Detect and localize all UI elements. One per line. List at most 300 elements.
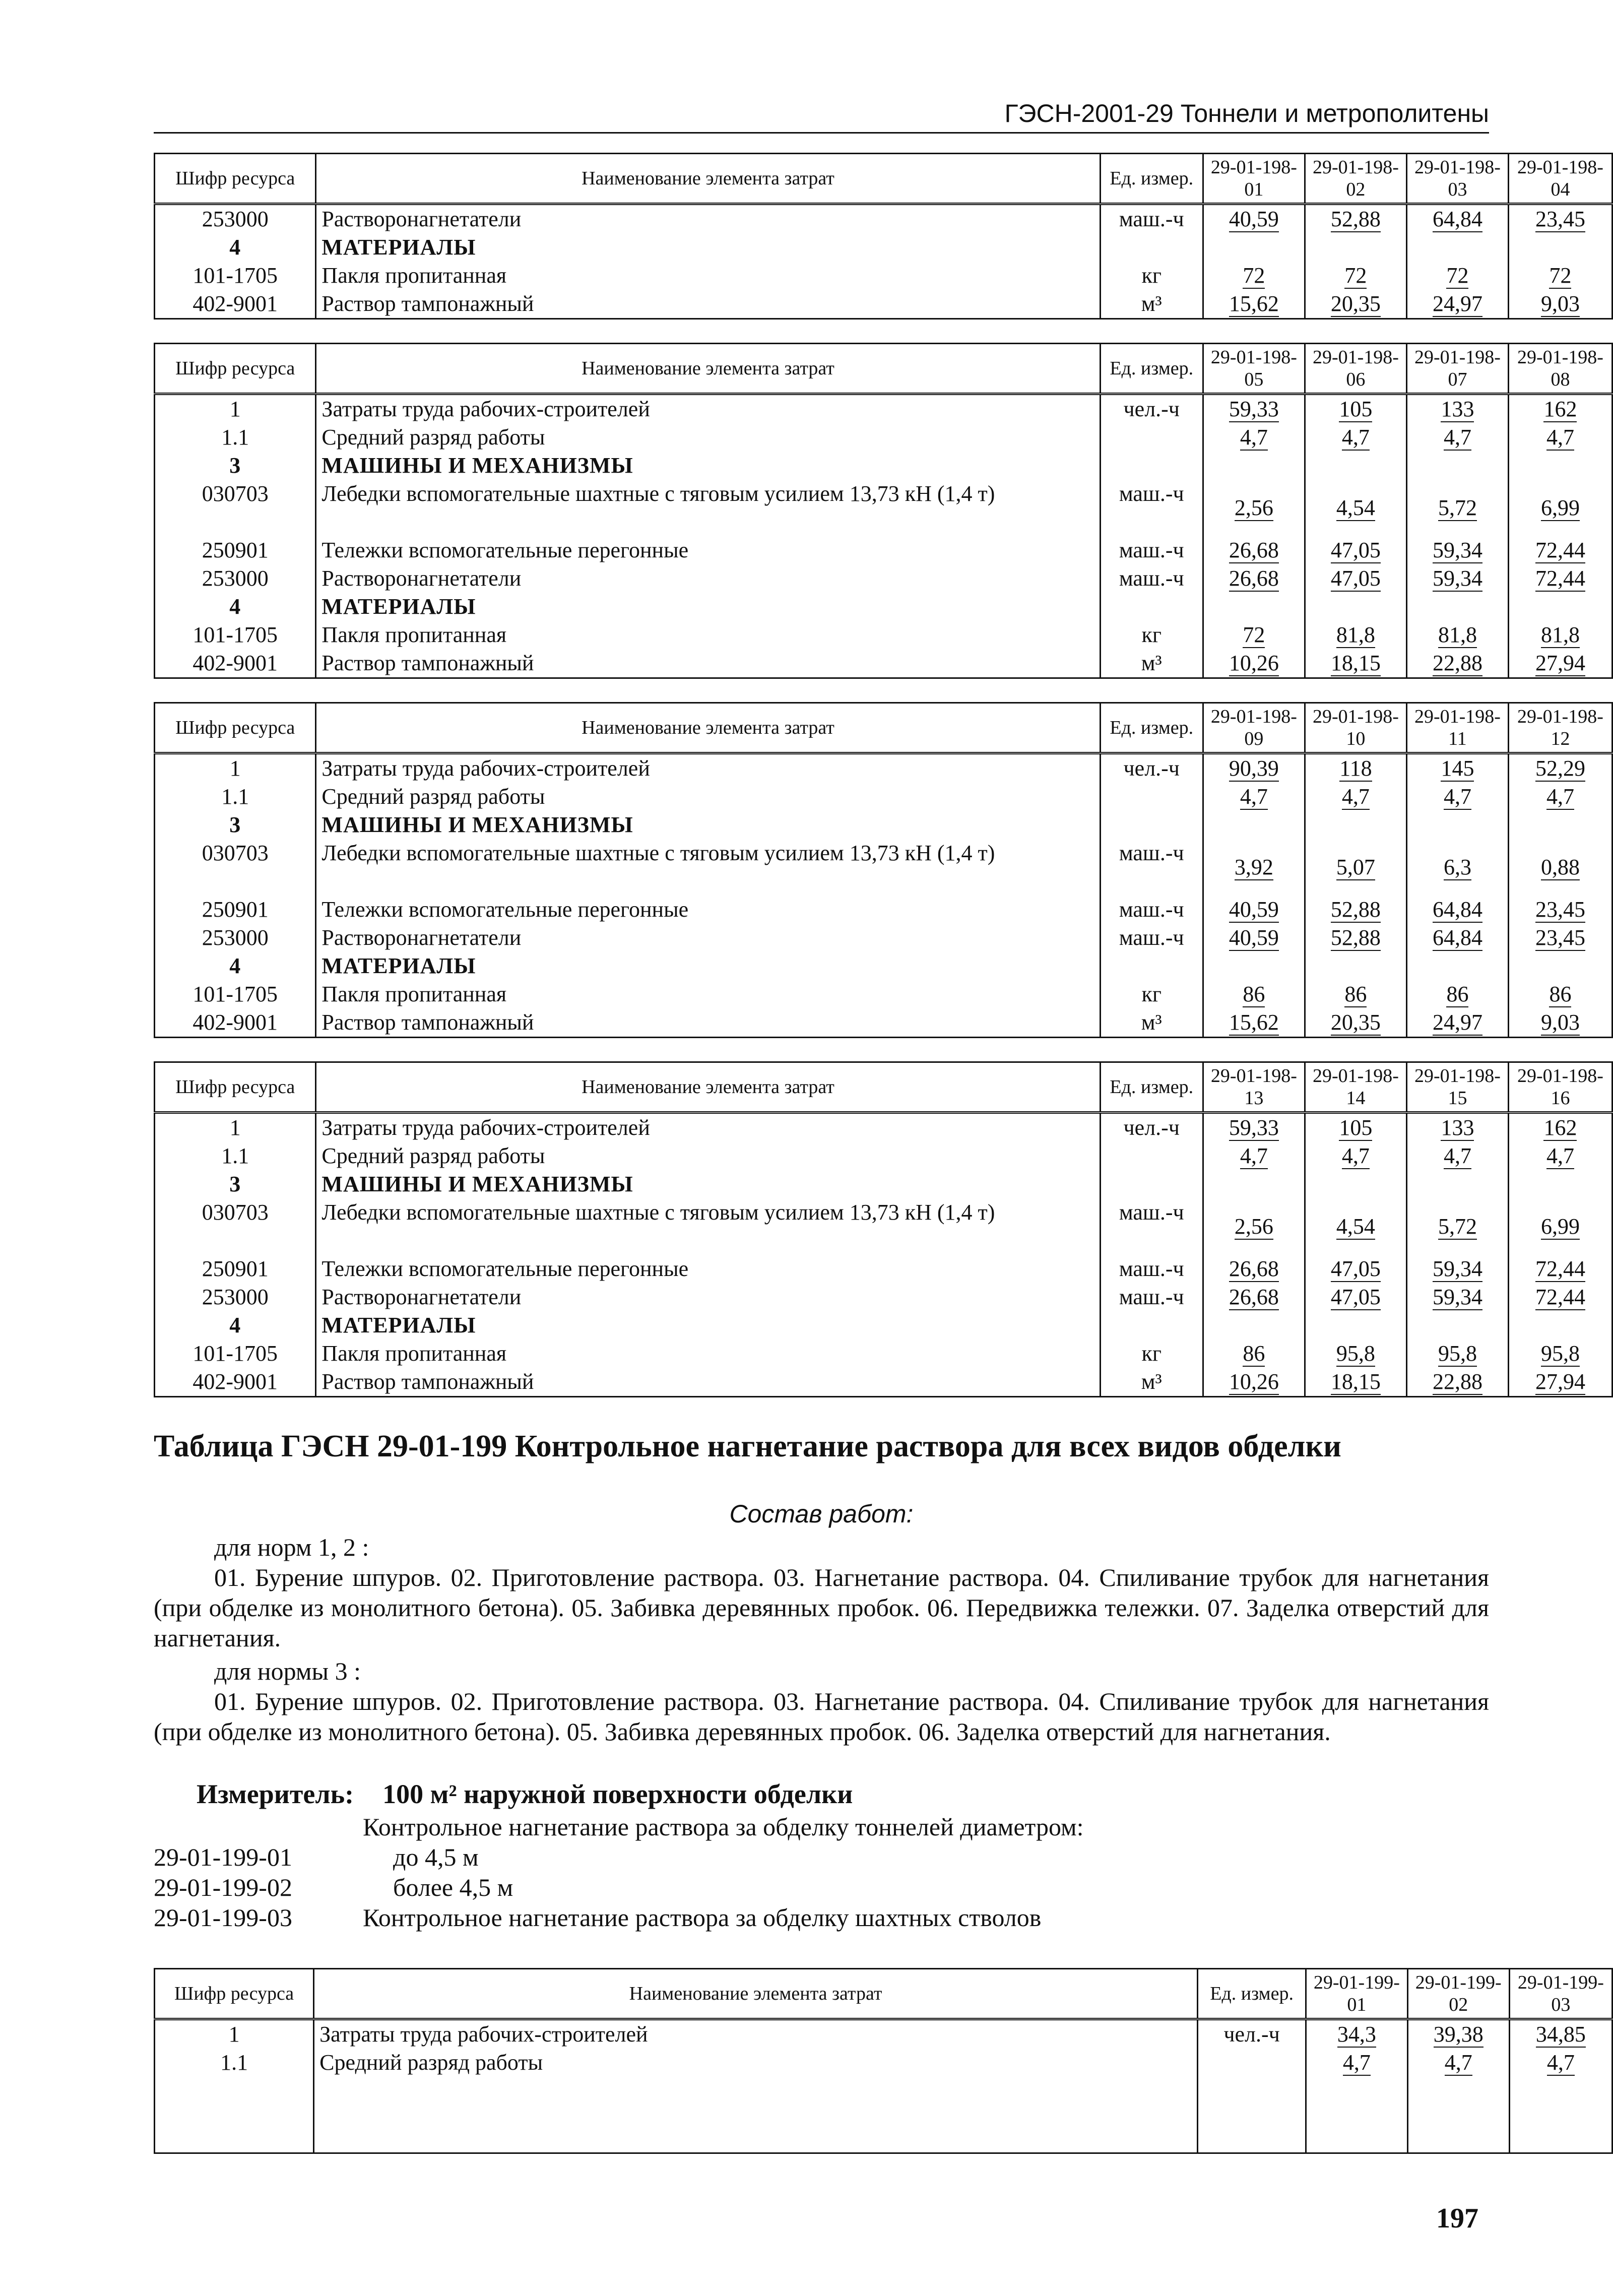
value-cell: 0,88 xyxy=(1508,839,1612,896)
unit: маш.-ч xyxy=(1100,1283,1203,1311)
unit: маш.-ч xyxy=(1100,924,1203,952)
value-cell: 2,56 xyxy=(1203,480,1305,536)
value-cell: 39,38 xyxy=(1407,2019,1509,2049)
resource-code: 3 xyxy=(155,452,316,480)
col-header-unit: Ед. измер. xyxy=(1100,703,1203,753)
value-cell: 4,54 xyxy=(1305,480,1406,536)
resource-name: Средний разряд работы xyxy=(316,423,1100,452)
resource-name: Лебедки вспомогательные шахтные с тяговым усилием 13,73 кН (1,4 т) xyxy=(316,839,1100,896)
value-cell: 18,15 xyxy=(1305,649,1406,678)
value-cell: 22,88 xyxy=(1406,1368,1508,1397)
value-cell: 26,68 xyxy=(1203,1283,1305,1311)
unit: маш.-ч xyxy=(1100,1255,1203,1283)
resource-code: 101-1705 xyxy=(155,980,316,1008)
value-cell: 5,72 xyxy=(1406,1198,1508,1255)
resource-code: 250901 xyxy=(155,1255,316,1283)
table-row xyxy=(155,1368,1612,1397)
value-cell: 4,7 xyxy=(1406,423,1508,452)
col-header-norm: 29-01-198-01 xyxy=(1203,154,1305,204)
table-row xyxy=(155,896,1612,924)
resource-code: 1 xyxy=(155,394,316,424)
resource-name: Растворонагнетатели xyxy=(316,564,1100,593)
table-row xyxy=(155,394,1612,424)
value-cell: 72,44 xyxy=(1508,536,1612,564)
unit: маш.-ч xyxy=(1100,564,1203,593)
value-cell xyxy=(1305,811,1406,839)
value-cell: 86 xyxy=(1508,980,1612,1008)
resource-code: 3 xyxy=(155,1170,316,1198)
value-cell: 9,03 xyxy=(1508,1008,1612,1038)
table-row xyxy=(155,649,1612,678)
value-cell: 4,7 xyxy=(1407,2049,1509,2077)
unit: чел.-ч xyxy=(1100,753,1203,783)
unit: м³ xyxy=(1100,1008,1203,1038)
resource-name: Средний разряд работы xyxy=(314,2049,1198,2077)
resource-code: 1 xyxy=(155,2019,314,2049)
resource-code: 101-1705 xyxy=(155,262,316,290)
table-row xyxy=(155,423,1612,452)
value-cell: 133 xyxy=(1406,1113,1508,1142)
unit xyxy=(1100,952,1203,980)
value-cell: 95,8 xyxy=(1305,1340,1406,1368)
value-cell: 118 xyxy=(1305,753,1406,783)
col-header-norm: 29-01-198-15 xyxy=(1406,1062,1508,1113)
col-header-name: Наименование элемента затрат xyxy=(314,1969,1198,2019)
unit: маш.-ч xyxy=(1100,896,1203,924)
col-header-unit: Ед. измер. xyxy=(1100,344,1203,394)
page-header: ГЭСН-2001-29 Тоннели и метрополитены xyxy=(1004,99,1489,127)
value-cell: 59,34 xyxy=(1406,564,1508,593)
col-header-norm: 29-01-198-05 xyxy=(1203,344,1305,394)
col-header-norm: 29-01-198-11 xyxy=(1406,703,1508,753)
value-cell: 95,8 xyxy=(1406,1340,1508,1368)
unit xyxy=(1100,811,1203,839)
resource-code: 250901 xyxy=(155,896,316,924)
value-cell: 72,44 xyxy=(1508,1255,1612,1283)
value-cell: 47,05 xyxy=(1305,564,1406,593)
resource-name: МАТЕРИАЛЫ xyxy=(316,593,1100,621)
table-row xyxy=(155,811,1612,839)
value-cell: 4,54 xyxy=(1305,1198,1406,1255)
unit: маш.-ч xyxy=(1100,204,1203,234)
resource-name: Тележки вспомогательные перегонные xyxy=(316,536,1100,564)
unit: маш.-ч xyxy=(1100,1198,1203,1255)
resource-code: 253000 xyxy=(155,1283,316,1311)
col-header-code: Шифр ресурса xyxy=(155,1969,314,2019)
value-cell: 86 xyxy=(1203,980,1305,1008)
value-cell xyxy=(1203,593,1305,621)
table-row xyxy=(155,564,1612,593)
value-cell xyxy=(1203,1170,1305,1198)
work-composition-heading: Состав работ: xyxy=(729,1500,914,1528)
resource-name: Раствор тампонажный xyxy=(316,649,1100,678)
value-cell: 15,62 xyxy=(1203,290,1305,319)
col-header-norm: 29-01-198-09 xyxy=(1203,703,1305,753)
value-cell: 4,7 xyxy=(1406,783,1508,811)
resource-code: 3 xyxy=(155,811,316,839)
resource-name: Растворонагнетатели xyxy=(316,1283,1100,1311)
col-header-code: Шифр ресурса xyxy=(155,344,316,394)
resource-name: Раствор тампонажный xyxy=(316,1368,1100,1397)
resource-name: МАТЕРИАЛЫ xyxy=(316,952,1100,980)
resource-name: Лебедки вспомогательные шахтные с тяговым усилием 13,73 кН (1,4 т) xyxy=(316,1198,1100,1255)
col-header-code: Шифр ресурса xyxy=(155,703,316,753)
value-cell: 72,44 xyxy=(1508,1283,1612,1311)
value-cell: 59,33 xyxy=(1203,394,1305,424)
col-header-norm: 29-01-199-01 xyxy=(1306,1969,1407,2019)
value-cell: 4,7 xyxy=(1306,2049,1407,2077)
value-cell xyxy=(1203,233,1305,262)
value-cell: 72 xyxy=(1406,262,1508,290)
header-rule xyxy=(154,132,1489,134)
value-cell: 4,7 xyxy=(1406,1142,1508,1170)
table-row xyxy=(155,1311,1612,1340)
resource-code: 253000 xyxy=(155,204,316,234)
value-cell: 59,33 xyxy=(1203,1113,1305,1142)
value-cell: 2,56 xyxy=(1203,1198,1305,1255)
resource-code: 250901 xyxy=(155,536,316,564)
value-cell: 47,05 xyxy=(1305,1255,1406,1283)
value-cell: 64,84 xyxy=(1406,204,1508,234)
resource-code: 4 xyxy=(155,233,316,262)
table-row xyxy=(155,924,1612,952)
table-row xyxy=(155,839,1612,896)
table-row xyxy=(155,1142,1612,1170)
table-row xyxy=(155,753,1612,783)
col-header-norm: 29-01-198-03 xyxy=(1406,154,1508,204)
resource-code: 030703 xyxy=(155,839,316,896)
value-cell: 162 xyxy=(1508,1113,1612,1142)
unit: кг xyxy=(1100,621,1203,649)
table-row xyxy=(155,980,1612,1008)
table-row xyxy=(155,1340,1612,1368)
value-cell xyxy=(1508,452,1612,480)
value-cell xyxy=(1406,952,1508,980)
value-cell: 23,45 xyxy=(1508,924,1612,952)
col-header-unit: Ед. измер. xyxy=(1198,1969,1306,2019)
value-cell xyxy=(1406,452,1508,480)
resource-name: МАТЕРИАЛЫ xyxy=(316,233,1100,262)
resource-name: Затраты труда рабочих-строителей xyxy=(316,394,1100,424)
value-cell: 24,97 xyxy=(1406,290,1508,319)
resource-table-3 xyxy=(154,702,1613,1038)
col-header-norm: 29-01-198-04 xyxy=(1508,154,1612,204)
value-cell: 34,3 xyxy=(1306,2019,1407,2049)
resource-name: Растворонагнетатели xyxy=(316,204,1100,234)
value-cell: 52,88 xyxy=(1305,896,1406,924)
resource-name: Затраты труда рабочих-строителей xyxy=(314,2019,1198,2049)
unit xyxy=(1100,233,1203,262)
col-header-norm: 29-01-198-13 xyxy=(1203,1062,1305,1113)
value-cell: 4,7 xyxy=(1203,783,1305,811)
col-header-norm: 29-01-198-06 xyxy=(1305,344,1406,394)
value-cell: 34,85 xyxy=(1509,2019,1612,2049)
resource-code: 1 xyxy=(155,753,316,783)
unit: м³ xyxy=(1100,290,1203,319)
table-row xyxy=(155,621,1612,649)
resource-code: 253000 xyxy=(155,564,316,593)
unit: м³ xyxy=(1100,649,1203,678)
resource-code: 402-9001 xyxy=(155,1008,316,1038)
table-title: Таблица ГЭСН 29-01-199 Контрольное нагнетание раствора для всех видов обделки xyxy=(154,1429,1341,1463)
value-cell: 9,03 xyxy=(1508,290,1612,319)
measure-label: Измеритель: xyxy=(197,1779,354,1809)
value-cell xyxy=(1508,1311,1612,1340)
unit: маш.-ч xyxy=(1100,536,1203,564)
unit xyxy=(1100,593,1203,621)
value-cell: 162 xyxy=(1508,394,1612,424)
unit: маш.-ч xyxy=(1100,480,1203,536)
resource-code: 4 xyxy=(155,952,316,980)
resource-name: Растворонагнетатели xyxy=(316,924,1100,952)
value-cell: 4,7 xyxy=(1203,423,1305,452)
norms-intro: Контрольное нагнетание раствора за обделку тоннелей диаметром: xyxy=(363,1813,1084,1841)
value-cell: 4,7 xyxy=(1508,423,1612,452)
col-header-name: Наименование элемента затрат xyxy=(316,344,1100,394)
col-header-code: Шифр ресурса xyxy=(155,1062,316,1113)
unit: кг xyxy=(1100,980,1203,1008)
value-cell: 52,88 xyxy=(1305,204,1406,234)
value-cell: 18,15 xyxy=(1305,1368,1406,1397)
resource-name: Пакля пропитанная xyxy=(316,621,1100,649)
table-row xyxy=(155,1198,1612,1255)
value-cell xyxy=(1508,233,1612,262)
resource-name: Раствор тампонажный xyxy=(316,1008,1100,1038)
value-cell: 81,8 xyxy=(1406,621,1508,649)
value-cell xyxy=(1508,952,1612,980)
resource-code: 101-1705 xyxy=(155,621,316,649)
value-cell: 4,7 xyxy=(1508,1142,1612,1170)
value-cell: 81,8 xyxy=(1305,621,1406,649)
table-row xyxy=(155,290,1612,319)
value-cell: 3,92 xyxy=(1203,839,1305,896)
resource-name: Затраты труда рабочих-строителей xyxy=(316,1113,1100,1142)
col-header-norm: 29-01-199-02 xyxy=(1407,1969,1509,2019)
value-cell: 105 xyxy=(1305,1113,1406,1142)
col-header-norm: 29-01-198-02 xyxy=(1305,154,1406,204)
table-row-blank xyxy=(155,2077,1612,2153)
value-cell xyxy=(1508,593,1612,621)
measure-value: 100 м² наружной поверхности обделки xyxy=(382,1779,853,1809)
value-cell: 86 xyxy=(1203,1340,1305,1368)
value-cell xyxy=(1305,1170,1406,1198)
value-cell: 81,8 xyxy=(1508,621,1612,649)
table-row xyxy=(155,480,1612,536)
value-cell: 5,72 xyxy=(1406,480,1508,536)
value-cell xyxy=(1406,1170,1508,1198)
value-cell: 4,7 xyxy=(1509,2049,1612,2077)
value-cell: 40,59 xyxy=(1203,924,1305,952)
resource-name: Средний разряд работы xyxy=(316,1142,1100,1170)
resource-name: Затраты труда рабочих-строителей xyxy=(316,753,1100,783)
unit: чел.-ч xyxy=(1100,394,1203,424)
value-cell: 22,88 xyxy=(1406,649,1508,678)
resource-name: Тележки вспомогательные перегонные xyxy=(316,896,1100,924)
value-cell: 20,35 xyxy=(1305,1008,1406,1038)
col-header-norm: 29-01-198-10 xyxy=(1305,703,1406,753)
col-header-code: Шифр ресурса xyxy=(155,154,316,204)
norm-code: 29-01-199-01 xyxy=(154,1843,292,1871)
resource-code: 1 xyxy=(155,1113,316,1142)
resource-table-2 xyxy=(154,343,1613,679)
value-cell xyxy=(1508,1170,1612,1198)
norm-description: до 4,5 м xyxy=(393,1843,479,1871)
value-cell: 72 xyxy=(1203,262,1305,290)
value-cell xyxy=(1406,811,1508,839)
value-cell xyxy=(1305,952,1406,980)
resource-code: 402-9001 xyxy=(155,649,316,678)
resource-name: Тележки вспомогательные перегонные xyxy=(316,1255,1100,1283)
table-row xyxy=(155,233,1612,262)
value-cell xyxy=(1203,811,1305,839)
value-cell: 5,07 xyxy=(1305,839,1406,896)
value-cell xyxy=(1305,452,1406,480)
resource-code: 402-9001 xyxy=(155,1368,316,1397)
norm-code: 29-01-199-03 xyxy=(154,1903,292,1932)
value-cell: 26,68 xyxy=(1203,536,1305,564)
resource-table-5 xyxy=(154,1968,1613,2154)
resource-code: 1.1 xyxy=(155,423,316,452)
value-cell: 86 xyxy=(1406,980,1508,1008)
unit: кг xyxy=(1100,1340,1203,1368)
value-cell: 6,99 xyxy=(1508,480,1612,536)
col-header-norm: 29-01-199-03 xyxy=(1509,1969,1612,2019)
value-cell: 6,99 xyxy=(1508,1198,1612,1255)
value-cell: 40,59 xyxy=(1203,204,1305,234)
value-cell: 86 xyxy=(1305,980,1406,1008)
page-number: 197 xyxy=(1436,2203,1478,2234)
value-cell: 26,68 xyxy=(1203,564,1305,593)
value-cell: 72 xyxy=(1508,262,1612,290)
norm3-text: 01. Бурение шпуров. 02. Приготовление раствора. 03. Нагнетание раствора. 04. Спиливание трубок для нагнетания (при обделке из монолитного бетона). 05. Забивка деревянных пробок. 06. Заделка отверстий для нагнетания. xyxy=(154,1687,1489,1746)
value-cell xyxy=(1203,1311,1305,1340)
value-cell: 40,59 xyxy=(1203,896,1305,924)
value-cell: 26,68 xyxy=(1203,1255,1305,1283)
table-row xyxy=(155,262,1612,290)
value-cell: 23,45 xyxy=(1508,204,1612,234)
value-cell: 105 xyxy=(1305,394,1406,424)
table-row xyxy=(155,1283,1612,1311)
value-cell: 4,7 xyxy=(1305,1142,1406,1170)
table-row xyxy=(155,1113,1612,1142)
value-cell: 52,88 xyxy=(1305,924,1406,952)
resource-code: 253000 xyxy=(155,924,316,952)
table-row xyxy=(155,1170,1612,1198)
value-cell: 20,35 xyxy=(1305,290,1406,319)
col-header-name: Наименование элемента затрат xyxy=(316,1062,1100,1113)
value-cell xyxy=(1203,452,1305,480)
norms12-label: для норм 1, 2 : xyxy=(214,1533,369,1561)
value-cell xyxy=(1406,233,1508,262)
unit xyxy=(1100,1142,1203,1170)
value-cell: 47,05 xyxy=(1305,1283,1406,1311)
col-header-unit: Ед. измер. xyxy=(1100,1062,1203,1113)
value-cell: 64,84 xyxy=(1406,924,1508,952)
value-cell xyxy=(1305,593,1406,621)
resource-name: МАТЕРИАЛЫ xyxy=(316,1311,1100,1340)
value-cell: 145 xyxy=(1406,753,1508,783)
value-cell xyxy=(1203,952,1305,980)
value-cell: 64,84 xyxy=(1406,896,1508,924)
resource-code: 1.1 xyxy=(155,1142,316,1170)
resource-name: Лебедки вспомогательные шахтные с тяговым усилием 13,73 кН (1,4 т) xyxy=(316,480,1100,536)
resource-table-4 xyxy=(154,1061,1613,1397)
value-cell: 4,7 xyxy=(1508,783,1612,811)
value-cell: 72 xyxy=(1305,262,1406,290)
col-header-name: Наименование элемента затрат xyxy=(316,703,1100,753)
resource-code: 030703 xyxy=(155,480,316,536)
value-cell: 133 xyxy=(1406,394,1508,424)
unit xyxy=(1100,452,1203,480)
unit xyxy=(1100,1170,1203,1198)
value-cell xyxy=(1406,593,1508,621)
resource-code: 030703 xyxy=(155,1198,316,1255)
value-cell: 4,7 xyxy=(1305,783,1406,811)
norm-code: 29-01-199-02 xyxy=(154,1873,292,1901)
value-cell: 23,45 xyxy=(1508,896,1612,924)
unit: чел.-ч xyxy=(1198,2019,1306,2049)
col-header-norm: 29-01-198-14 xyxy=(1305,1062,1406,1113)
col-header-norm: 29-01-198-16 xyxy=(1508,1062,1612,1113)
col-header-name: Наименование элемента затрат xyxy=(316,154,1100,204)
resource-code: 4 xyxy=(155,593,316,621)
resource-table-1 xyxy=(154,153,1613,320)
resource-code: 1.1 xyxy=(155,2049,314,2077)
resource-code: 1.1 xyxy=(155,783,316,811)
value-cell: 27,94 xyxy=(1508,649,1612,678)
measure-line xyxy=(197,1778,853,1810)
table-row xyxy=(155,204,1612,234)
value-cell: 27,94 xyxy=(1508,1368,1612,1397)
value-cell: 15,62 xyxy=(1203,1008,1305,1038)
value-cell: 59,34 xyxy=(1406,1255,1508,1283)
unit xyxy=(1198,2049,1306,2077)
table-row xyxy=(155,1008,1612,1038)
table-row xyxy=(155,1255,1612,1283)
value-cell: 59,34 xyxy=(1406,1283,1508,1311)
value-cell: 10,26 xyxy=(1203,1368,1305,1397)
table-row xyxy=(155,2019,1612,2049)
resource-code: 101-1705 xyxy=(155,1340,316,1368)
value-cell: 10,26 xyxy=(1203,649,1305,678)
value-cell: 4,7 xyxy=(1203,1142,1305,1170)
value-cell: 52,29 xyxy=(1508,753,1612,783)
value-cell xyxy=(1508,811,1612,839)
table-row xyxy=(155,2049,1612,2077)
col-header-unit: Ед. измер. xyxy=(1100,154,1203,204)
norm-description: Контрольное нагнетание раствора за обделку шахтных стволов xyxy=(363,1903,1042,1932)
unit: м³ xyxy=(1100,1368,1203,1397)
resource-name: Раствор тампонажный xyxy=(316,290,1100,319)
table-row xyxy=(155,593,1612,621)
table-row xyxy=(155,536,1612,564)
resource-code: 4 xyxy=(155,1311,316,1340)
unit: маш.-ч xyxy=(1100,839,1203,896)
resource-name: Пакля пропитанная xyxy=(316,980,1100,1008)
value-cell: 59,34 xyxy=(1406,536,1508,564)
unit xyxy=(1100,783,1203,811)
resource-name: Средний разряд работы xyxy=(316,783,1100,811)
value-cell xyxy=(1305,1311,1406,1340)
value-cell: 72,44 xyxy=(1508,564,1612,593)
value-cell: 6,3 xyxy=(1406,839,1508,896)
value-cell xyxy=(1305,233,1406,262)
table-row xyxy=(155,452,1612,480)
table-row xyxy=(155,952,1612,980)
norm-description: более 4,5 м xyxy=(393,1873,513,1901)
norms12-text: 01. Бурение шпуров. 02. Приготовление раствора. 03. Нагнетание раствора. 04. Спиливание трубок для нагнетания (при обделке из монолитного бетона). 05. Забивка деревянных пробок. 06. Передвижка тележки. 07. Заделка отверстий для нагнетания. xyxy=(154,1563,1489,1652)
table-row xyxy=(155,783,1612,811)
